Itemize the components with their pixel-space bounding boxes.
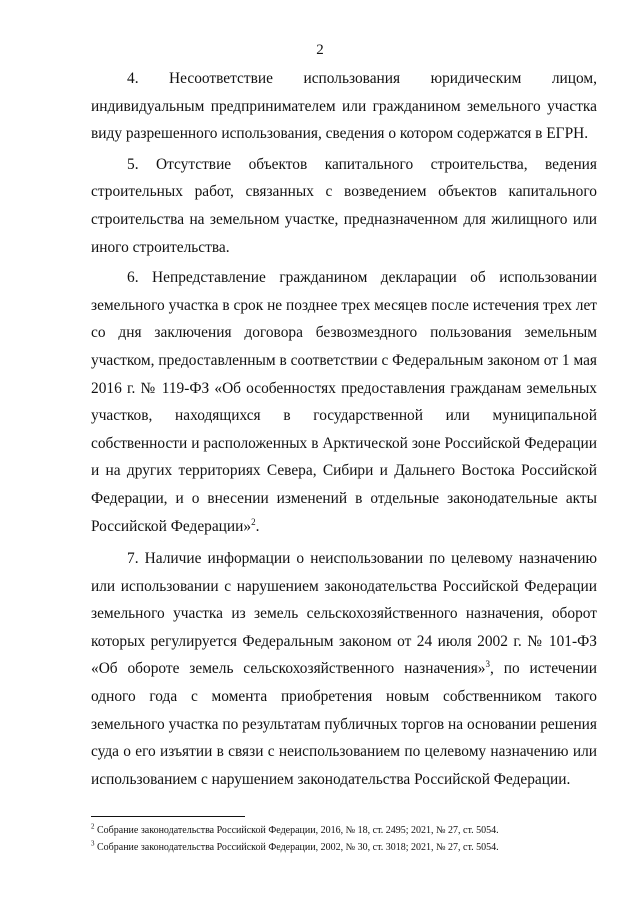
paragraph-item-6 bbox=[91, 264, 597, 540]
footnote-item bbox=[91, 822, 597, 839]
paragraph-item-5 bbox=[91, 151, 597, 261]
footnote-text: Собрание законодательства Российской Федерации, 2002, № 30, ст. 3018; 2021, № 27, ст. 5054. bbox=[94, 842, 499, 853]
footnote-reference: 3 bbox=[485, 659, 491, 670]
paragraph-item-7 bbox=[91, 545, 597, 793]
page-number: 2 bbox=[316, 42, 324, 58]
paragraph-text: 7. Наличие информации о неиспользовании по целевому назначению или использовании с нарушением законодательства Российской Федерации земельного участка из земель сельскохозяйственного назначения, оборот которых регулируется Федеральным законом от 24 июля 2002 г. № 101-ФЗ «Об обороте земель сельскохозяйственного назначения» bbox=[91, 550, 597, 678]
paragraph-text: 5. Отсутствие объектов капитального строительства, ведения строительных работ, связанных с возведением объектов капитального строительства на земельном участке, предназначенном для жилищного или иного строительства. bbox=[91, 155, 597, 256]
document-body bbox=[91, 65, 597, 793]
footnote-mark: 2 bbox=[91, 822, 95, 831]
footnote-item bbox=[91, 839, 597, 856]
footnote-separator bbox=[91, 816, 245, 817]
footnote-mark: 3 bbox=[91, 839, 95, 848]
paragraph-text: 4. Несоответствие использования юридическим лицом, индивидуальным предпринимателем или гражданином земельного участка виду разрешенного использования, сведения о котором содержатся в ЕГРН. bbox=[91, 70, 597, 143]
footnote-reference: 2 bbox=[251, 516, 256, 527]
footnotes bbox=[91, 822, 597, 856]
paragraph-item-4 bbox=[91, 65, 597, 148]
paragraph-text: 6. Непредставление гражданином декларации об использовании земельного участка в срок не позднее трех месяцев после истечения трех лет со дня заключения договора безвозмездного пользования земельным участком, предоставленным в соответствии с Федеральным законом от 1 мая 2016 г. № 119-ФЗ «Об особенностях предоставления гражданам земельных участков, находящихся в государственной или муниципальной собственности и расположенных в Арктической зоне Российской Федерации и на других территориях Севера, Сибири и Дальнего Востока Российской Федерации, и о внесении изменений в отдельные законодательные акты Российской Федерации» bbox=[91, 269, 597, 535]
footnote-text: Собрание законодательства Российской Федерации, 2016, № 18, ст. 2495; 2021, № 27, ст. 5054. bbox=[94, 825, 499, 836]
paragraph-text-continued: , по истечении одного года с момента приобретения новым собственником такого земельного участка по результатам публичных торгов на основании решения суда о его изъятии в связи с неиспользованием по целевому назначению или использованием с нарушением законодательства Российской Федерации. bbox=[91, 660, 597, 788]
paragraph-tail: . bbox=[255, 517, 260, 535]
